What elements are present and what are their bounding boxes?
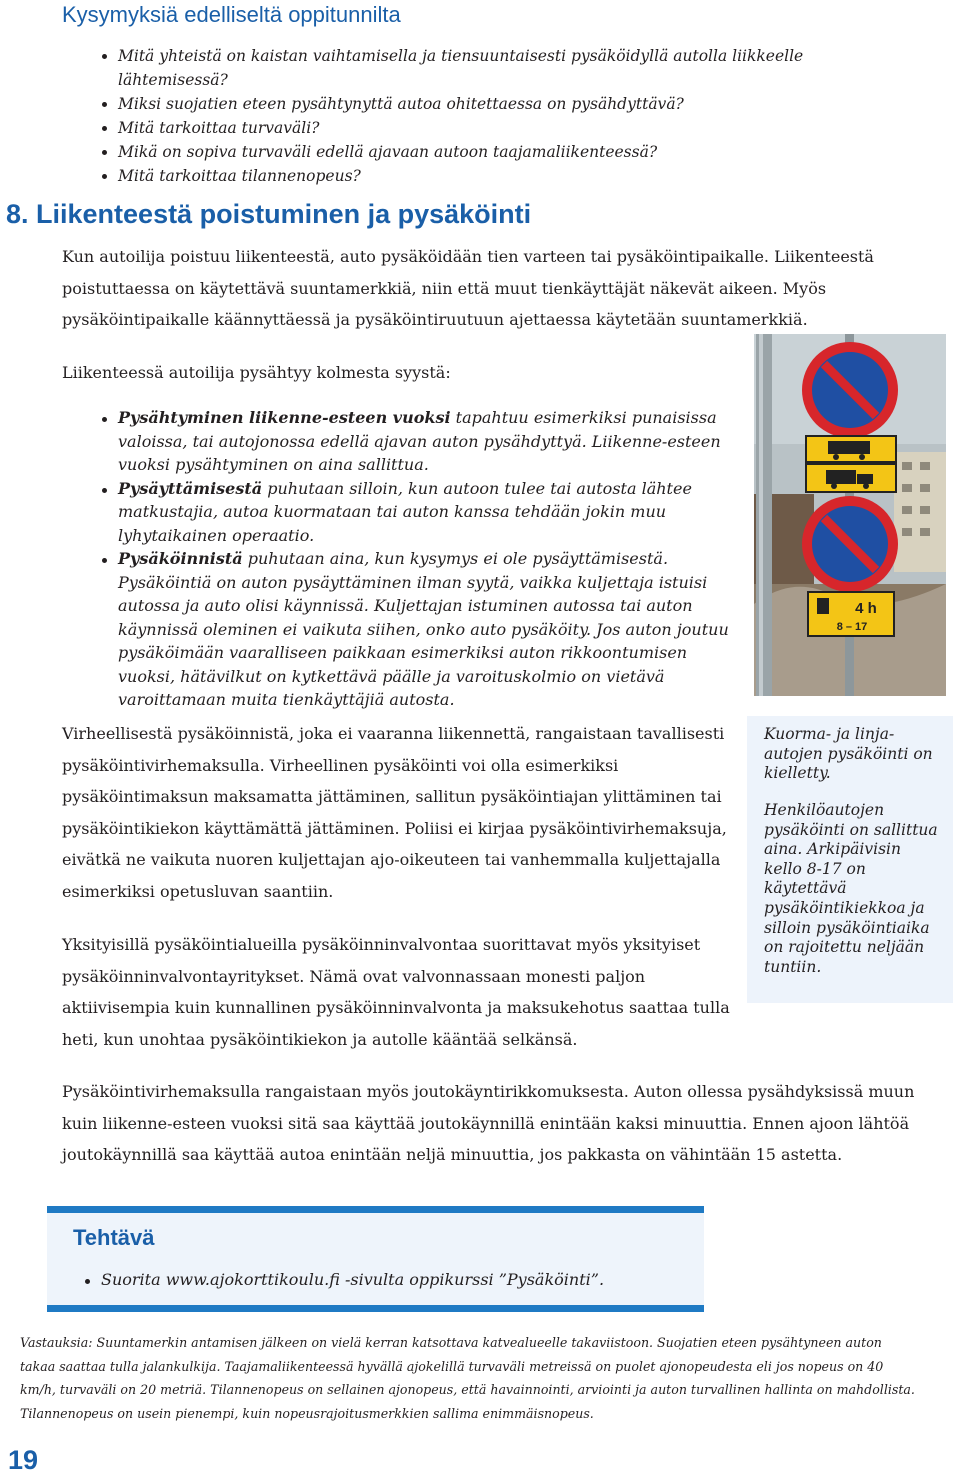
stop-reason-item: [102, 477, 742, 548]
task-item: Suorita www.ajokorttikoulu.fi -sivulta oppikurssi ”Pysäköinti”.: [85, 1269, 604, 1291]
stop-reason-term: Pysäköinnistä: [118, 549, 243, 568]
task-box: [47, 1206, 704, 1312]
stop-reason-item: [102, 406, 742, 477]
task-list: [85, 1269, 604, 1291]
fine-paragraph: Virheellisestä pysäköinnistä, joka ei vaaranna liikennettä, rangaistaan tavallisesti pysäköintivirhemaksulla. Virheellinen pysäköinti voi olla esimerkiksi pysäköintimaksun maksamatta jättäminen, sallitun pysäköintiajan ylittäminen tai pysäköintikiekon käyttämättä jättäminen. Poliisi ei kirjaa pysäköintivirhemaksuja, eivätkä ne vaikuta nuoren kuljettajan ajo-oikeuteen tai vanhemmalla kuljettajalla esimerkiksi opetusluvan saantiin.: [62, 724, 727, 901]
caption-line-1: Kuorma- ja linja-autojen pysäköinti on kielletty.: [764, 725, 933, 783]
photo-caption-box: [747, 716, 953, 1003]
sign-time-text: 8 – 17: [836, 621, 868, 633]
stop-reasons-list: [102, 406, 742, 712]
stop-reason-text: tapahtuu esimerkiksi punaisissa valoissa, tai autojonossa edellä ajavan auton pysähdyttyä. Liikenne-esteen vuoksi pysähtyminen on aina sallittua.: [118, 408, 721, 474]
stop-reason-term: Pysäyttämisestä: [118, 478, 263, 498]
stop-reason-text: puhutaan aina, kun kysymys ei ole pysäyttämisestä. Pysäköintiä on auton pysäyttäminen ilman syytä, vaikka kuljettaja istuisi autossa ja auto olisi käynnissä. Kuljettajan istuminen autossa tai auton käynnissä oleminen ei vaikuta siihen, onko auto pysäköity. Jos auton joutuu pysäköimään vaaralliseen paikkaan esimerkiksi auton rikkoontumisen vuoksi, hätävilkut on kytkettävä päälle ja varoituskolmio on vietävä varoittamaan muita tienkäyttäjiä autosta.: [118, 549, 729, 709]
answers-text: Vastauksia: Suuntamerkin antamisen jälkeen on vielä kerran katsottava katvealueelle takaviistoon. Suojatien eteen pysähtyneen auton takaa saattaa tulla jalankulkija. Taajamaliikenteessä hyvällä ajokelillä turvaväli metreissä on puolet ajonopeudesta eli jos nopeus on 40 km/h, turvaväli on 20 metriä. Tilannenopeus on sellainen ajonopeus, että havainnointi, arviointi ja auton turvallinen hallinta on mahdollista. Tilannenopeus on usein pienempi, kuin nopeusrajoitusmerkkien sallima enimmäisnopeus.: [20, 1335, 915, 1421]
sign-hours-text: 4 h: [855, 600, 877, 617]
page-number: 19: [8, 1445, 39, 1475]
previous-questions-list: [102, 44, 912, 188]
private-parking-paragraph: Yksityisillä pysäköintialueilla pysäköinninvalvontaa suorittavat myös yksityiset pysäköinninvalvontayritykset. Nämä ovat valvonnassaan monesti paljon aktiivisempia kuin kunnallinen pysäköinninvalvonta ja maksukehotus saattaa tulla heti, kun unohtaa pysäköintikiekon ja autolle kääntää selkänsä.: [62, 935, 730, 1049]
task-title: Tehtävä: [73, 1225, 155, 1250]
intro-paragraph: Kun autoilija poistuu liikenteestä, auto pysäköidään tien varteen tai pysäköintipaikalle. Liikenteestä poistuttaessa on käytettävä suuntamerkkiä, niin että muut tienkäyttäjät näkevät aikeen. Myös pysäköintipaikalle käännyttäessä ja pysäköintiruutuun ajettaessa käytetään suuntamerkkiä.: [62, 247, 874, 329]
stop-reason-text: puhutaan silloin, kun autoon tulee tai autosta lähtee matkustajia, autoa kuormataan tai auton kanssa tehdään jokin muu lyhytaikainen operaatio.: [118, 478, 692, 545]
question-item: Miksi suojatien eteen pysähtynyttä autoa ohitettaessa on pysähdyttävä?: [102, 92, 912, 116]
stop-reason-item: [102, 547, 742, 712]
question-item: Mitä yhteistä on kaistan vaihtamisella ja tiensuuntaisesti pysäköidyllä autolla liikkeelle lähtemisessä?: [102, 44, 912, 92]
question-item: Mitä tarkoittaa tilannenopeus?: [102, 164, 912, 188]
stop-intro-paragraph: Liikenteessä autoilija pysähtyy kolmesta syystä:: [62, 363, 451, 382]
previous-lesson-heading: Kysymyksiä edelliseltä oppitunnilta: [62, 2, 401, 27]
idling-paragraph: Pysäköintivirhemaksulla rangaistaan myös joutokäyntirikkomuksesta. Auton ollessa pysähdyksissä muun kuin liikenne-esteen vuoksi sitä saa käyttää joutokäynnillä enintään kaksi minuuttia. Ennen ajoon lähtöä joutokäynnillä saa käyttää autoa enintään neljä minuuttia, jos pakkasta on vähintään 15 astetta.: [62, 1082, 915, 1164]
stop-reason-term: Pysähtyminen liikenne-esteen vuoksi: [118, 408, 451, 427]
question-item: Mitä tarkoittaa turvaväli?: [102, 116, 912, 140]
caption-line-2: Henkilöautojen pysäköinti on sallittua aina. Arkipäivisin kello 8-17 on käytettävä pysäköintikiekkoa ja silloin pysäköintiaika on rajoitettu neljään tuntiin.: [764, 801, 938, 976]
traffic-signs-photo: [754, 334, 946, 696]
question-item: Mikä on sopiva turvaväli edellä ajavaan autoon taajamaliikenteessä?: [102, 140, 912, 164]
section-heading: 8. Liikenteestä poistuminen ja pysäköinti: [6, 199, 532, 229]
